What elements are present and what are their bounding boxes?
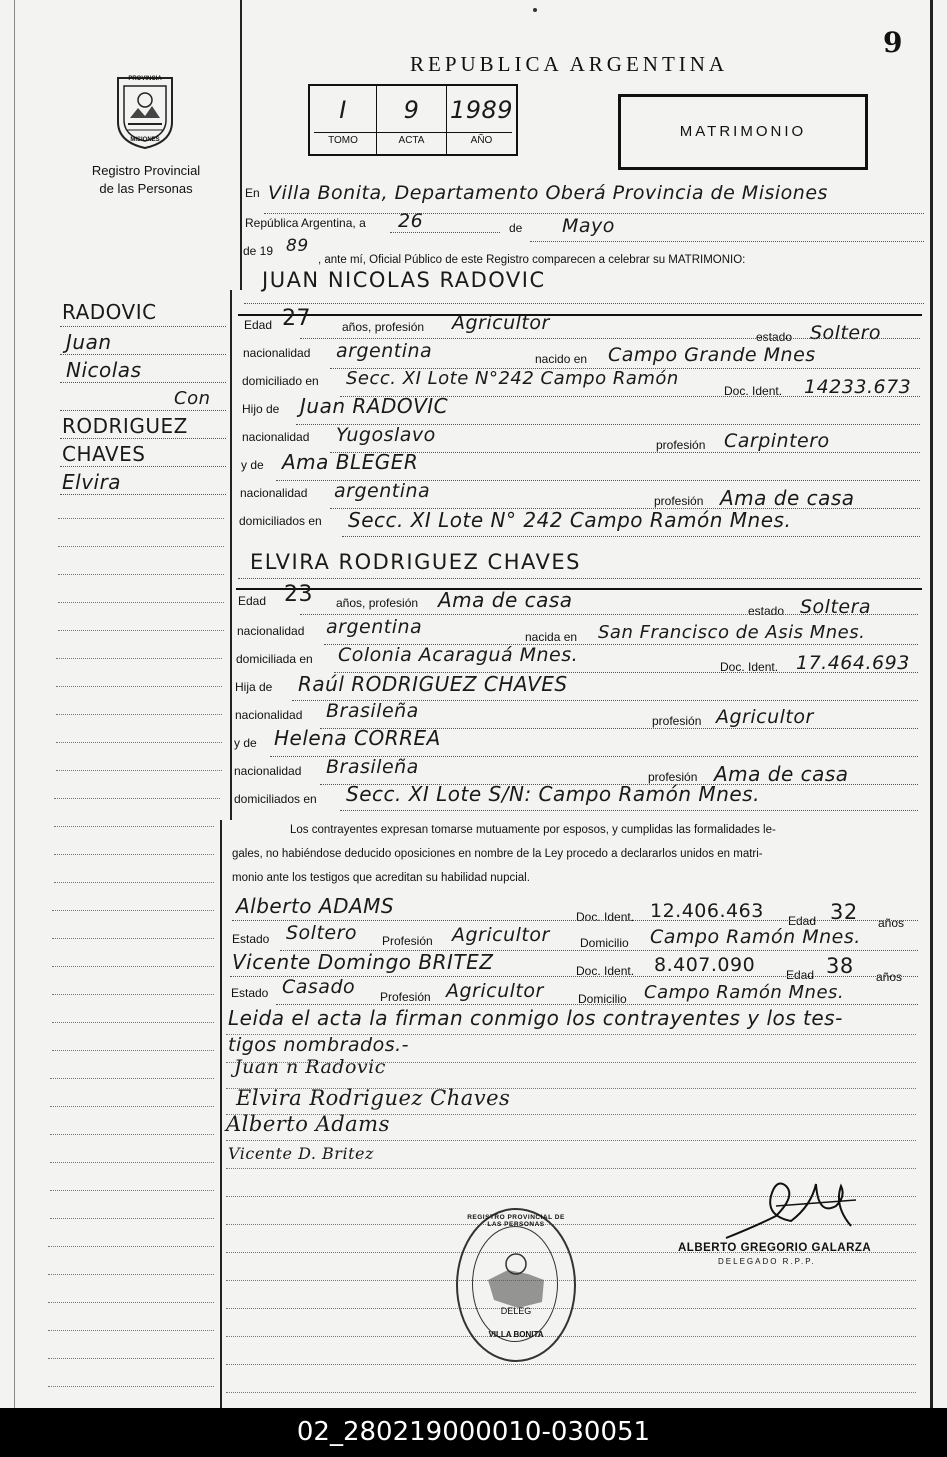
groom-address: Secc. XI Lote N°242 Campo Ramón xyxy=(346,368,679,389)
margin-line-2: Juan xyxy=(66,330,112,354)
groom-mother-prof-label: profesión xyxy=(654,494,704,508)
emblem-bottom-text: MISIONES xyxy=(130,137,160,143)
witness2-estado-label: Estado xyxy=(231,986,269,1000)
punch-mark xyxy=(533,8,537,12)
place-value: Villa Bonita, Departamento Oberá Provincia de Misiones xyxy=(268,182,828,204)
bride-father-prof-label: profesión xyxy=(652,714,702,728)
groom-parents-dom-label: domiciliados en xyxy=(239,514,322,528)
witness1-doc: 12.406.463 xyxy=(650,900,764,922)
year-prefix: de 19 xyxy=(243,244,274,258)
en-label: En xyxy=(245,186,260,200)
bride-father: Raúl RODRIGUEZ CHAVES xyxy=(298,672,568,696)
acta-value: 9 xyxy=(403,96,420,124)
bride-nacida-label: nacida en xyxy=(525,630,578,644)
groom-doc-label: Doc. Ident. xyxy=(724,384,783,398)
groom-profession: Agricultor xyxy=(452,312,550,334)
groom-birthplace: Campo Grande Mnes xyxy=(608,344,816,366)
year-suffix: 89 xyxy=(286,236,309,256)
margin-line-6: CHAVES xyxy=(62,442,146,466)
groom-doc: 14233.673 xyxy=(804,376,912,398)
bride-address: Colonia Acaraguá Mnes. xyxy=(338,644,579,666)
witness1-address: Campo Ramón Mnes. xyxy=(650,926,861,948)
groom-anios-label: años, profesión xyxy=(342,320,425,334)
groom-civil-status: Soltero xyxy=(810,322,882,344)
bride-dom-label: domiciliada en xyxy=(236,652,313,666)
witness2-edad-label: Edad xyxy=(786,968,815,982)
bride-name: ELVIRA RODRIGUEZ CHAVES xyxy=(250,550,581,574)
groom-hijo-label: Hijo de xyxy=(242,402,280,416)
bride-age: 23 xyxy=(284,582,313,607)
file-code-bar: 02_280219000010-030051 xyxy=(0,1408,947,1457)
groom-father-profession: Carpintero xyxy=(724,430,830,452)
emblem-top-text: PROVINCIA xyxy=(128,76,162,82)
witness2-age: 38 xyxy=(826,954,854,978)
registry-stamp xyxy=(456,1208,576,1362)
official-name: ALBERTO GREGORIO GALARZA xyxy=(678,1242,872,1254)
signature-witness2: Vicente D. Britez xyxy=(228,1144,374,1163)
groom-name: JUAN NICOLAS RADOVIC xyxy=(262,268,546,292)
stamp-inner2: VILLA BONITA xyxy=(488,1330,544,1339)
witness1-prof-label: Profesión xyxy=(382,934,433,948)
signature-witness1: Alberto Adams xyxy=(226,1112,390,1136)
bride-nationality: argentina xyxy=(326,616,423,638)
bride-birthplace: San Francisco de Asis Mnes. xyxy=(598,622,866,643)
stamp-ring-text: REGISTRO PROVINCIAL DE LAS PERSONAS xyxy=(467,1214,565,1228)
witness1-profession: Agricultor xyxy=(452,924,550,946)
appear-text: , ante mí, Oficial Público de este Registro comparecen a celebrar su MATRIMONIO: xyxy=(318,254,746,266)
bride-doc: 17.464.693 xyxy=(796,652,910,674)
margin-line-4: Con xyxy=(174,388,211,409)
bride-section-rule xyxy=(236,588,922,590)
signature-scribble-icon xyxy=(716,1176,866,1246)
witness1-civil-status: Soltero xyxy=(286,922,358,944)
witness2-address: Campo Ramón Mnes. xyxy=(644,982,845,1003)
groom-yde-label: y de xyxy=(241,458,264,472)
bride-mother-prof-label: profesión xyxy=(648,770,698,784)
declaration-line3: monio ante los testigos que acreditan su habilidad nupcial. xyxy=(232,872,530,884)
witness2-anios-label: años xyxy=(876,970,903,984)
groom-father-nationality: Yugoslavo xyxy=(336,424,436,446)
groom-parents-address: Secc. XI Lote N° 242 Campo Ramón Mnes. xyxy=(348,508,792,532)
witness2-doc-label: Doc. Ident. xyxy=(576,964,635,978)
groom-age: 27 xyxy=(282,306,311,331)
bride-yde-label: y de xyxy=(234,736,257,750)
bride-profession: Ama de casa xyxy=(438,588,573,612)
groom-father: Juan RADOVIC xyxy=(300,394,449,418)
margin-line-1: RADOVIC xyxy=(62,300,157,324)
groom-nacido-label: nacido en xyxy=(535,352,588,366)
margin-line-5: RODRIGUEZ xyxy=(62,414,188,438)
margin-line-3: Nicolas xyxy=(66,358,142,382)
bride-edad-label: Edad xyxy=(238,594,267,608)
registry-line1: Registro Provincial xyxy=(91,163,201,178)
bride-anios-label: años, profesión xyxy=(336,596,419,610)
tomo-value: I xyxy=(339,96,347,124)
groom-mother: Ama BLEGER xyxy=(282,450,419,474)
right-border-line xyxy=(930,0,933,1408)
groom-nationality: argentina xyxy=(336,340,433,362)
bride-father-nationality: Brasileña xyxy=(326,700,419,722)
witness2-civil-status: Casado xyxy=(282,976,356,998)
witness2-prof-label: Profesión xyxy=(380,990,431,1004)
margin-divider-mid xyxy=(230,290,232,820)
closing-line1: Leida el acta la firman conmigo los contrayentes y los tes- xyxy=(228,1006,843,1030)
bride-mother-nat-label: nacionalidad xyxy=(234,764,302,778)
witness1-estado-label: Estado xyxy=(232,932,270,946)
tomo-label: TOMO xyxy=(328,135,358,146)
day-value: 26 xyxy=(398,210,424,232)
witness1-anios-label: años xyxy=(878,916,905,930)
acta-label: ACTA xyxy=(398,135,425,146)
country-heading: REPUBLICA ARGENTINA xyxy=(410,52,729,76)
bride-parents-address: Secc. XI Lote S/N: Campo Ramón Mnes. xyxy=(346,782,760,806)
record-number-box xyxy=(308,84,518,156)
republica-label: República Argentina, a xyxy=(245,216,366,230)
witness1-edad-label: Edad xyxy=(788,914,817,928)
bride-mother-nationality: Brasileña xyxy=(326,756,419,778)
official-title: DELEGADO R.P.P. xyxy=(718,1257,816,1266)
anio-value: 1989 xyxy=(449,96,514,124)
closing-line2: tigos nombrados.- xyxy=(228,1034,410,1056)
margin-line-7: Elvira xyxy=(62,470,122,494)
de-label: de xyxy=(509,221,523,235)
declaration-line1: Los contrayentes expresan tomarse mutuamente por esposos, y cumplidas las formalidades le- xyxy=(290,824,776,836)
witness2-dom-label: Domicilio xyxy=(578,992,627,1006)
groom-edad-label: Edad xyxy=(244,318,273,332)
declaration-line2: gales, no habiéndose deducido oposiciones en nombre de la Ley procedo a declararlos unidos en matri- xyxy=(232,848,763,860)
witness2-name: Vicente Domingo BRITEZ xyxy=(232,950,494,974)
groom-mother-profession: Ama de casa xyxy=(720,486,855,510)
stamp-inner1: DELEG xyxy=(500,1306,532,1316)
bride-parents-dom-label: domiciliados en xyxy=(234,792,317,806)
bride-hija-label: Hija de xyxy=(235,680,273,694)
groom-mother-nationality: argentina xyxy=(334,480,431,502)
groom-dom-label: domiciliado en xyxy=(242,374,319,388)
signature-bride: Elvira Rodriguez Chaves xyxy=(236,1086,511,1110)
registry-line2: de las Personas xyxy=(99,181,193,196)
witness1-dom-label: Domicilio xyxy=(580,936,629,950)
groom-nac-label: nacionalidad xyxy=(243,346,311,360)
signature-groom: Juan n Radovic xyxy=(234,1056,386,1078)
witness2-profession: Agricultor xyxy=(446,980,544,1002)
bride-father-profession: Agricultor xyxy=(716,706,814,728)
witness2-doc: 8.407.090 xyxy=(654,954,756,976)
groom-father-nat-label: nacionalidad xyxy=(242,430,310,444)
bride-father-nat-label: nacionalidad xyxy=(235,708,303,722)
left-edge-line xyxy=(14,0,15,1408)
bride-civil-status: Soltera xyxy=(800,596,872,618)
record-type-label: MATRIMONIO xyxy=(679,123,807,140)
bride-doc-label: Doc. Ident. xyxy=(720,660,779,674)
page-number: 9 xyxy=(883,26,903,59)
record-type-box xyxy=(618,94,868,170)
month-value: Mayo xyxy=(562,215,615,237)
margin-divider-bottom xyxy=(220,820,222,1408)
witness1-doc-label: Doc. Ident. xyxy=(576,910,635,924)
bride-nac-label: nacionalidad xyxy=(237,624,305,638)
witness1-age: 32 xyxy=(830,900,858,924)
bride-mother-profession: Ama de casa xyxy=(714,762,849,786)
anio-label: AÑO xyxy=(470,135,493,146)
bride-estado-label: estado xyxy=(748,604,785,618)
groom-estado-label: estado xyxy=(756,330,793,344)
groom-father-prof-label: profesión xyxy=(656,438,706,452)
bride-mother: Helena CORREA xyxy=(274,726,441,750)
groom-section-rule xyxy=(238,314,922,316)
witness1-name: Alberto ADAMS xyxy=(236,894,395,918)
groom-mother-nat-label: nacionalidad xyxy=(240,486,308,500)
margin-divider-top xyxy=(240,0,242,290)
official-signature xyxy=(716,1176,866,1246)
